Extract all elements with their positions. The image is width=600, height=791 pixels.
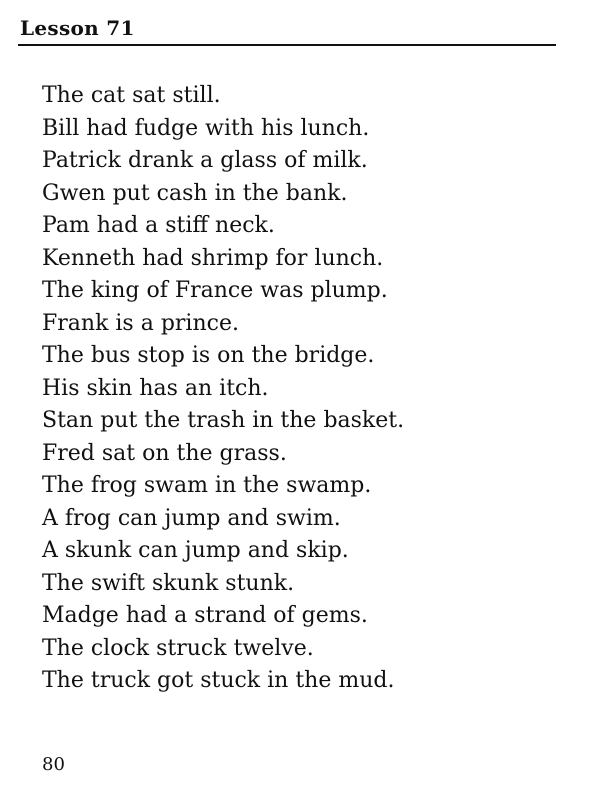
sentence: The truck got stuck in the mud. [42,668,395,693]
sentence: A skunk can jump and skip. [42,538,349,563]
sentence: Patrick drank a glass of milk. [42,148,368,173]
sentence: Kenneth had shrimp for lunch. [42,245,384,271]
sentence: Stan put the trash in the basket. [42,408,405,433]
sentence: The cat sat still. [42,83,221,108]
sentence: The swift skunk stunk. [42,570,295,596]
sentence-list [42,80,404,698]
sentence: The frog swam in the swamp. [42,473,372,498]
sentence: His skin has an itch. [42,375,269,401]
sentence: The king of France was plump. [42,278,388,303]
sentence: A frog can jump and swim. [42,505,341,531]
sentence: Gwen put cash in the bank. [42,180,348,206]
lesson-title: Lesson 71 [20,16,135,40]
sentence: The clock struck twelve. [42,635,314,661]
lesson-header [18,14,556,46]
sentence: Fred sat on the grass. [42,440,287,466]
sentence: Bill had fudge with his lunch. [42,115,370,141]
sentence: Pam had a stiff neck. [42,213,275,238]
sentence: Madge had a strand of gems. [42,603,368,628]
page-number: 80 [42,754,65,775]
sentence: Frank is a prince. [42,310,239,336]
sentence: The bus stop is on the bridge. [42,343,375,368]
